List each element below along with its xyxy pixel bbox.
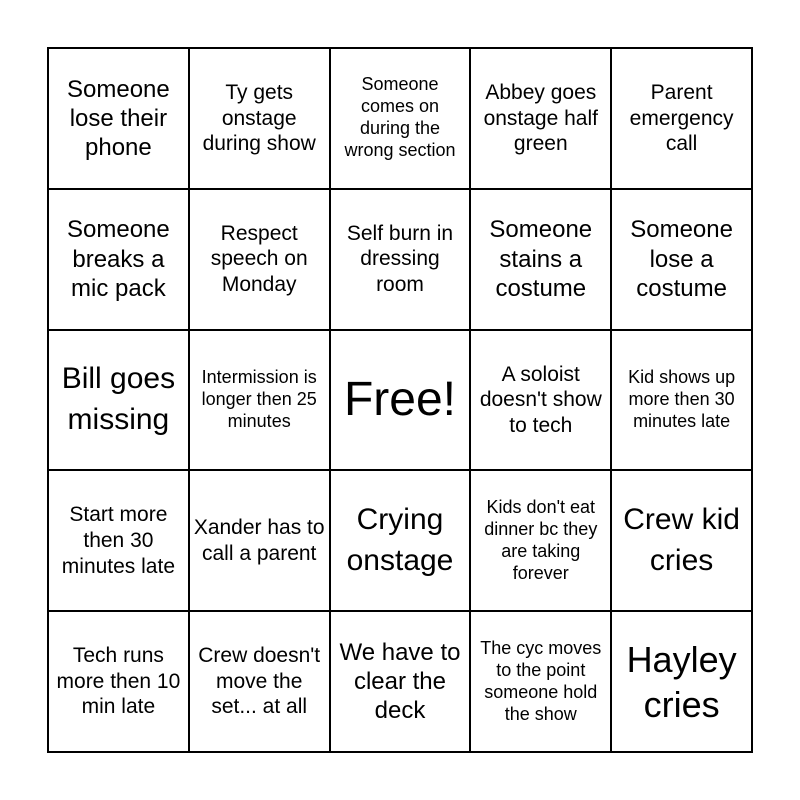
bingo-cell-r3c2[interactable]: Intermission is longer then 25 minutes <box>189 330 330 471</box>
bingo-cell-r2c4[interactable]: Someone stains a costume <box>470 189 611 330</box>
bingo-cell-r1c1[interactable]: Someone lose their phone <box>48 48 189 189</box>
bingo-cell-r1c2[interactable]: Ty gets onstage during show <box>189 48 330 189</box>
bingo-cell-r3c1[interactable]: Bill goes missing <box>48 330 189 471</box>
bingo-cell-r4c5[interactable]: Crew kid cries <box>611 470 752 611</box>
bingo-cell-r2c3[interactable]: Self burn in dressing room <box>330 189 471 330</box>
bingo-cell-r2c5[interactable]: Someone lose a costume <box>611 189 752 330</box>
bingo-board <box>47 47 753 753</box>
bingo-cell-r2c1[interactable]: Someone breaks a mic pack <box>48 189 189 330</box>
bingo-cell-r1c4[interactable]: Abbey goes onstage half green <box>470 48 611 189</box>
bingo-cell-r5c1[interactable]: Tech runs more then 10 min late <box>48 611 189 752</box>
bingo-cell-r4c3[interactable]: Crying onstage <box>330 470 471 611</box>
bingo-cell-r5c3[interactable]: We have to clear the deck <box>330 611 471 752</box>
bingo-cell-r1c3[interactable]: Someone comes on during the wrong section <box>330 48 471 189</box>
bingo-cell-r4c4[interactable]: Kids don't eat dinner bc they are taking forever <box>470 470 611 611</box>
bingo-cell-r5c5[interactable]: Hayley cries <box>611 611 752 752</box>
bingo-cell-r1c5[interactable]: Parent emergency call <box>611 48 752 189</box>
bingo-cell-r5c4[interactable]: The cyc moves to the point someone hold the show <box>470 611 611 752</box>
bingo-cell-r2c2[interactable]: Respect speech on Monday <box>189 189 330 330</box>
bingo-cell-r3c4[interactable]: A soloist doesn't show to tech <box>470 330 611 471</box>
bingo-cell-r5c2[interactable]: Crew doesn't move the set... at all <box>189 611 330 752</box>
bingo-cell-r4c2[interactable]: Xander has to call a parent <box>189 470 330 611</box>
bingo-cell-r3c5[interactable]: Kid shows up more then 30 minutes late <box>611 330 752 471</box>
bingo-cell-free[interactable]: Free! <box>330 330 471 471</box>
bingo-cell-r4c1[interactable]: Start more then 30 minutes late <box>48 470 189 611</box>
